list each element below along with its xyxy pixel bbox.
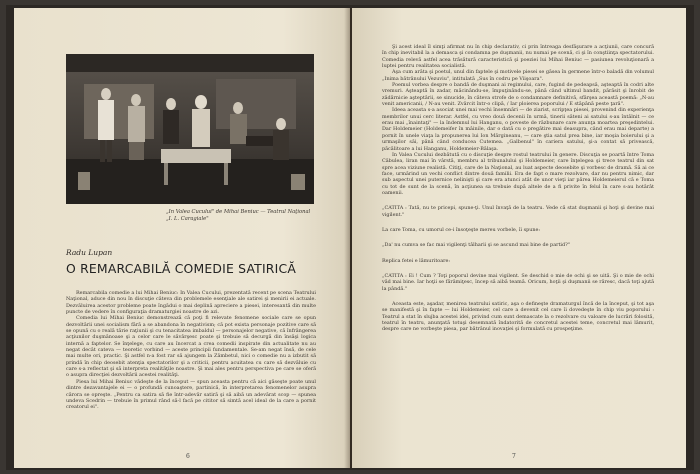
paragraph: Ideea aceasta s-a asociat unei mai vechi însemnări — de ziarist, scripţea piesei, provenind din experienţa membrilor unui cerc literar. Astfel, cu vreo două decenii în urmă, tinerii săteni ai satului s-au întâlnit — ce erau mai „înaintaţi" — la îndemnul lui Hanganu, o poveste de răzbunare care anunţa moartea preşedintelui. Dar Holdemeier (Holdemeifer în mâinile, dar o dată cu o pregătire mai deasupra, când erau mai departe) a pornit în unele viaţa la propunerea lui Ion Mărgineanu, — care ştia satul prea bine, iar moşia boierului şi a urmaşilor săi, până când conducea Cutemea. „Galbenul" în cariera satului, şi-a contat să privească, păcălitoare a lui Hanganu, Holdemeier-Bălaşa. (382, 107, 654, 152)
paragraph: Şi acest ideal îl simţi afirmat nu în chip declarativ, ci prin întreaga desfăşurare a acţiunii, care concură în chip inevitabil la a demasca şi condamna pe duşmanii, nu numai pe scenă, ci şi în conştiinţa spectatorului. Comedia relevă astfel acea trăsătură caracteristică şi poeziei lui Mihai Beniuc — pasiunea revoluţionară a luptei pentru realitatea socialistă. (382, 44, 654, 70)
paragraph: Aşa cum arăta şi poetul, unul din faptele şi motivele piesei se găsea în germene într-o baladă din volumul „Inima bătrânului Vezuviu", intitulată „Sus în codru pe Viişoara". (382, 69, 654, 82)
paragraph: La care Toma, cu umorul ce-i însoţeşte mereu vorbele, îi spune: (382, 226, 541, 233)
paragraph: In Valea Cucului dezbătută cu o discuţie despre rostul teatrului în genere. Discuţia se poartă între Toma Căbulea, liran mai în vârstă, membru al tribunalului şi Holdemeier, care înţelegea şi trece teatrul din sat spre acea viziune realistă. Citiţi, care de la Naţional, au luat aspecte deosebite şi vorbesc de dramă. Să ai ce face, urmărind un vechi conflict dintre două familii. Era de fapt o mare rezolvare, dar nu pentru nimic, dar sub aspectul unei puternice nelinişti şi care era atunci atât de unor vieţi iar părea Holdemeierul că e Toma cu tot de sunt de la scenă, în acţiunea sa trebuie după altele de a fi privite în felul în care s-au hotărât oamenii. (382, 151, 654, 196)
article-author: Radu Lupan (66, 248, 113, 257)
paragraph: Piesa lui Mihai Beniuc vădeşte de la început — spun aceasta pentru că aici găseşte poate unul dintre dezavantajele ei — o profundă cunoaştere, partinică, în interpretarea fenomenelor asupra cărora se opreşte. „Pentru ca satira să fie într-adevăr satiră şi să aibă un adevărat scop — spunea undeva Scedrin — trebuie în primul rând să-l facă pe cititor să simtă acel ideal de la care a pornit creatorul ei". (66, 378, 316, 411)
page-number-left: 6 (186, 453, 190, 460)
paragraph: „Da' nu cumva se fac mai vigilenţi tâlharii şi se ascund mai bine de partid?" (382, 242, 570, 249)
right-body-text (382, 44, 654, 333)
paragraph: Comedia lui Mihai Beniuc demonstrează că poţi fi relevate fenomene sociale care se opun dezvoltării unei socialism fără a se abandona în negativism; că pot exista personaje pozitive care să se opună cu o reală tărie raţiunii şi cu tenacitatea imbaldul — personajelor negative, că înfrângerea acţiunilor duşmănoase şi a celor care le săvârşesc poate şi trebuie să decurgă din însăşi logica internă a faptelor. Se înţelege, cu care au încercat a crea comedii inspirate din actualitate nu au negat decât cateva — teoretic vorbind — aceste principii fundamentale. Se-am negat însă, de cele mai multe ori, practic. Şi astfel n-a fost rar să ajungem la Zâmbetul, nici o comedie nu a izbutit să prindă în chip deosebit atenţia spectatorilor şi a criticii, pentru acuitatea cu care să dezvăluie cu care s-a reflectat şi să interpreta realităţile noastre. Şi mai ales pentru perspectiva pe care se oferă o asupra direcţiei dezvoltării acestei realităţi. (66, 315, 316, 379)
stage-photo (66, 54, 314, 204)
right-page (352, 8, 686, 468)
dialogue-quote: „CATITA : Ei ! Cum ? Toţi poporul devine mai vigilent. Se deschid o mie de ochi şi se uită. Şi o mie de ochi văd mai bine. Iar hoţii se fărâmiţesc, încep să aibă teamă. Oricum, hoţii şi duşmanii se răresc, dacă toţi ajută la pândă." (382, 272, 654, 292)
paragraph: Poemul vorbea despre o bandă de duşmani ai regimului, care, fugind de pedeapsă, aşteaptă în codri alte vremuri. Aşteaptă în zadar, măcinându-se, împuţinându-se, până când ultimul bandit, părăsit şi înrobit de zădărnicie aşteptării, se sinucide, în câteva strofe de o condamnare definitivă, sfârşea această poemă: „N-au venit americanii, / N-au venit. Zvârcit într-o clipă, / Iar ploierea poporului / E stăpână peste ţară". (382, 82, 654, 108)
paragraph: Aceasta este, aşadar, menirea teatrului satiric, aşa o defineşte dramaturgul încă de la început, şi tot aşa se manifestă şi în fapte — lui Holdemeier, cel care a devenit cel care îi dovedeşte în chip viu poporului : Teatrul a stat în slujba acestei idei, privind cum sunt demascate la o rezolvare cu valoare de lucrări folosită, teatrul în teatru, anunţată totuşi desemnată îndatorită de concretul acestei teme, concretul mai lămurit, despre care ne vorbeşte piesa, par bătrânul inovaţiei şi formulată cu prospeţime. (382, 301, 654, 333)
page-number-right: 7 (512, 453, 516, 460)
article-title: O REMARCABILĂ COMEDIE SATIRICĂ (66, 261, 296, 276)
paragraph: Replica fetei e lămuritoare: (382, 257, 451, 264)
dialogue-quote: „CATITA : Tată, nu te pricepi, spune-ţi. Unul învaţă de la teatru. Vede că stat duşmanii şi hoţi şi devine mai vigilent." (382, 205, 654, 218)
paragraph: Remarcabila comedie a lui Mihai Beniuc: In Valea Cucului, prezentată recent pe scena Teatrului Naţional, aduce din nou în discuţie câteva din problemele esenţiale ale satirei şi menirii ei actuale. Dezvăluirea acestor probleme poate îngădui o mai deplină apreciere a piesei, interesantă din multe puncte de vedere în configuraţia dramaturgiei noastre de azi. (66, 290, 316, 316)
book-spread (6, 5, 694, 470)
left-page (14, 8, 350, 468)
left-body-text (66, 290, 316, 411)
photo-caption: „In Valea Cucului" de Mihai Beniuc — Teatrul Naţional „I. L. Caragiale" (166, 209, 311, 222)
